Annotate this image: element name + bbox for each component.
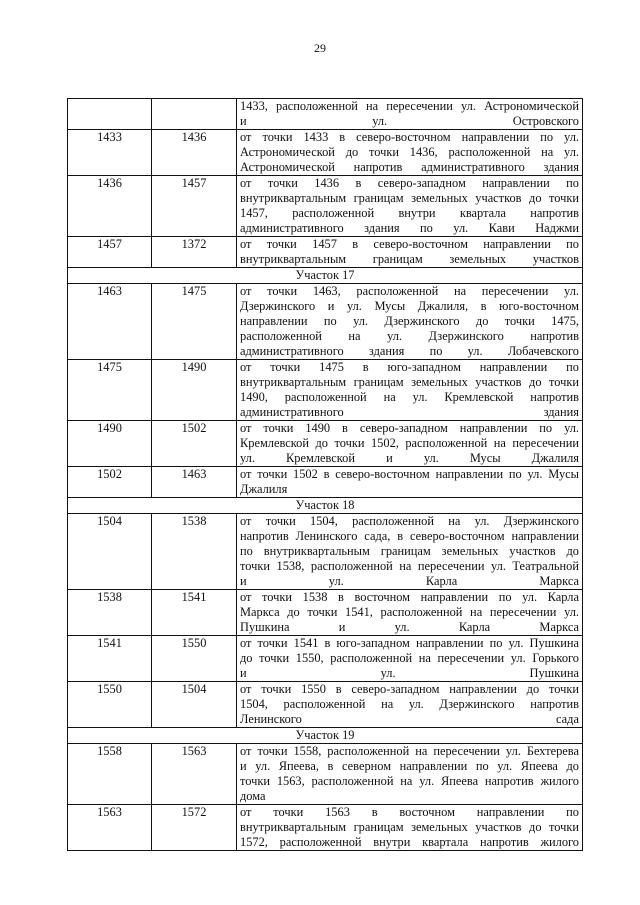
- section-header: Участок 17: [68, 268, 583, 284]
- description-line: и ул. Пушкина: [240, 666, 579, 680]
- description-line: напротив Ленинского сада, в северо-восточном направлении: [240, 529, 579, 543]
- table-row: [68, 636, 583, 682]
- description-cell: [237, 682, 583, 728]
- description-line: расположенной на ул. Дзержинского напротив: [240, 329, 579, 343]
- description-line: и ул. Карла Маркса: [240, 574, 579, 588]
- boundary-table-body: [68, 99, 583, 851]
- description-line: по внутриквартальным границам земельных участков до: [240, 544, 579, 558]
- description-line: внутриквартальным границам земельных участков до точки: [240, 191, 579, 205]
- description-cell: [237, 514, 583, 590]
- description-line: от точки 1538 в восточном направлении по ул. Карла: [240, 590, 579, 604]
- description-line: от точки 1558, расположенной на пересечении ул. Бехтерева: [240, 744, 579, 758]
- from-point-cell: 1436: [68, 176, 152, 237]
- description-cell: [237, 805, 583, 851]
- from-point-cell: 1502: [68, 467, 152, 498]
- description-line: 1433, расположенной на пересечении ул. Астрономической: [240, 99, 579, 113]
- description-line: дома: [240, 789, 266, 803]
- to-point-cell: 1563: [152, 744, 237, 805]
- description-line: от точки 1463, расположенной на пересечении ул.: [240, 284, 579, 298]
- table-row: [68, 467, 583, 498]
- from-point-cell: 1457: [68, 237, 152, 268]
- to-point-cell: 1457: [152, 176, 237, 237]
- description-line: Кремлевской до точки 1502, расположенной на пересечении: [240, 436, 579, 450]
- description-line: внутриквартальным границам земельных участков до точки: [240, 820, 579, 834]
- section-header: Участок 18: [68, 498, 583, 514]
- description-cell: [237, 99, 583, 130]
- description-cell: [237, 237, 583, 268]
- description-cell: [237, 744, 583, 805]
- description-line: точки 1538, расположенной на пересечении ул. Театральной: [240, 559, 579, 573]
- description-line: Дзержинского и ул. Мусы Джалиля, в юго-восточном: [240, 299, 579, 313]
- boundary-table: [67, 98, 583, 851]
- table-row: [68, 421, 583, 467]
- table-row: [68, 360, 583, 421]
- description-line: 1504, расположенной на ул. Дзержинского напротив: [240, 697, 579, 711]
- table-row: [68, 514, 583, 590]
- description-line: 1457, расположенной внутри квартала напротив: [240, 206, 579, 220]
- description-line: Астрономической напротив административного здания: [240, 160, 579, 174]
- description-line: Маркса до точки 1541, расположенной на пересечении ул.: [240, 605, 579, 619]
- description-line: от точки 1436 в северо-западном направлении по: [240, 176, 579, 190]
- table-row: [68, 99, 583, 130]
- description-line: от точки 1563 в восточном направлении по: [240, 805, 579, 819]
- description-line: Ленинского сада: [240, 712, 579, 726]
- description-line: административного здания по ул. Кави Наджми: [240, 221, 579, 235]
- description-line: от точки 1550 в северо-западном направлении до точки: [240, 682, 579, 696]
- from-point-cell: 1504: [68, 514, 152, 590]
- description-line: и ул. Япеева, в северном направлении по ул. Япеева до: [240, 759, 579, 773]
- to-point-cell: 1538: [152, 514, 237, 590]
- to-point-cell: 1490: [152, 360, 237, 421]
- description-line: от точки 1541 в юго-западном направлении по ул. Пушкина: [240, 636, 579, 650]
- description-line: от точки 1502 в северо-восточном направлении по ул. Мусы: [240, 467, 579, 481]
- table-row: [68, 590, 583, 636]
- description-cell: [237, 421, 583, 467]
- table-row: [68, 130, 583, 176]
- description-cell: [237, 360, 583, 421]
- description-line: точки 1563, расположенной на ул. Япеева напротив жилого: [240, 774, 579, 788]
- table-row: [68, 805, 583, 851]
- from-point-cell: 1550: [68, 682, 152, 728]
- description-line: от точки 1475 в юго-западном направлении по: [240, 360, 579, 374]
- description-line: ул. Кремлевской и ул. Мусы Джалиля: [240, 451, 579, 465]
- to-point-cell: 1504: [152, 682, 237, 728]
- from-point-cell: 1433: [68, 130, 152, 176]
- description-line: Пушкина и ул. Карла Маркса: [240, 620, 579, 634]
- description-line: внутриквартальным границам земельных участков до точки: [240, 375, 579, 389]
- to-point-cell: [152, 99, 237, 130]
- description-line: 1490, расположенной на ул. Кремлевской напротив: [240, 390, 579, 404]
- section-header-row: [68, 728, 583, 744]
- from-point-cell: 1558: [68, 744, 152, 805]
- description-cell: [237, 284, 583, 360]
- to-point-cell: 1475: [152, 284, 237, 360]
- description-line: от точки 1490 в северо-западном направлении по ул.: [240, 421, 579, 435]
- description-line: Астрономической до точки 1436, расположенной на ул.: [240, 145, 579, 159]
- description-line: Джалиля: [240, 482, 288, 496]
- table-row: [68, 744, 583, 805]
- from-point-cell: 1563: [68, 805, 152, 851]
- table-row: [68, 176, 583, 237]
- description-cell: [237, 467, 583, 498]
- table-row: [68, 682, 583, 728]
- description-cell: [237, 176, 583, 237]
- to-point-cell: 1463: [152, 467, 237, 498]
- description-line: от точки 1504, расположенной на ул. Дзержинского: [240, 514, 579, 528]
- section-header-row: [68, 268, 583, 284]
- description-line: направлении по ул. Дзержинского до точки 1475,: [240, 314, 579, 328]
- section-header-row: [68, 498, 583, 514]
- from-point-cell: 1538: [68, 590, 152, 636]
- from-point-cell: [68, 99, 152, 130]
- from-point-cell: 1475: [68, 360, 152, 421]
- description-cell: [237, 590, 583, 636]
- to-point-cell: 1541: [152, 590, 237, 636]
- from-point-cell: 1463: [68, 284, 152, 360]
- from-point-cell: 1541: [68, 636, 152, 682]
- to-point-cell: 1502: [152, 421, 237, 467]
- description-cell: [237, 636, 583, 682]
- section-header: Участок 19: [68, 728, 583, 744]
- description-line: до точки 1550, расположенной на пересечении ул. Горького: [240, 651, 579, 665]
- to-point-cell: 1372: [152, 237, 237, 268]
- to-point-cell: 1550: [152, 636, 237, 682]
- page-number: 29: [314, 41, 326, 55]
- description-line: от точки 1457 в северо-восточном направлении по: [240, 237, 579, 251]
- table-row: [68, 237, 583, 268]
- to-point-cell: 1572: [152, 805, 237, 851]
- description-line: внутриквартальным границам земельных участков: [240, 252, 579, 266]
- table-row: [68, 284, 583, 360]
- description-cell: [237, 130, 583, 176]
- description-line: и ул. Островского: [240, 114, 579, 128]
- description-line: административного здания по ул. Лобачевского: [240, 344, 579, 358]
- description-line: от точки 1433 в северо-восточном направлении по ул.: [240, 130, 579, 144]
- to-point-cell: 1436: [152, 130, 237, 176]
- description-line: 1572, расположенной внутри квартала напротив жилого: [240, 835, 579, 849]
- from-point-cell: 1490: [68, 421, 152, 467]
- description-line: административного здания: [240, 405, 579, 419]
